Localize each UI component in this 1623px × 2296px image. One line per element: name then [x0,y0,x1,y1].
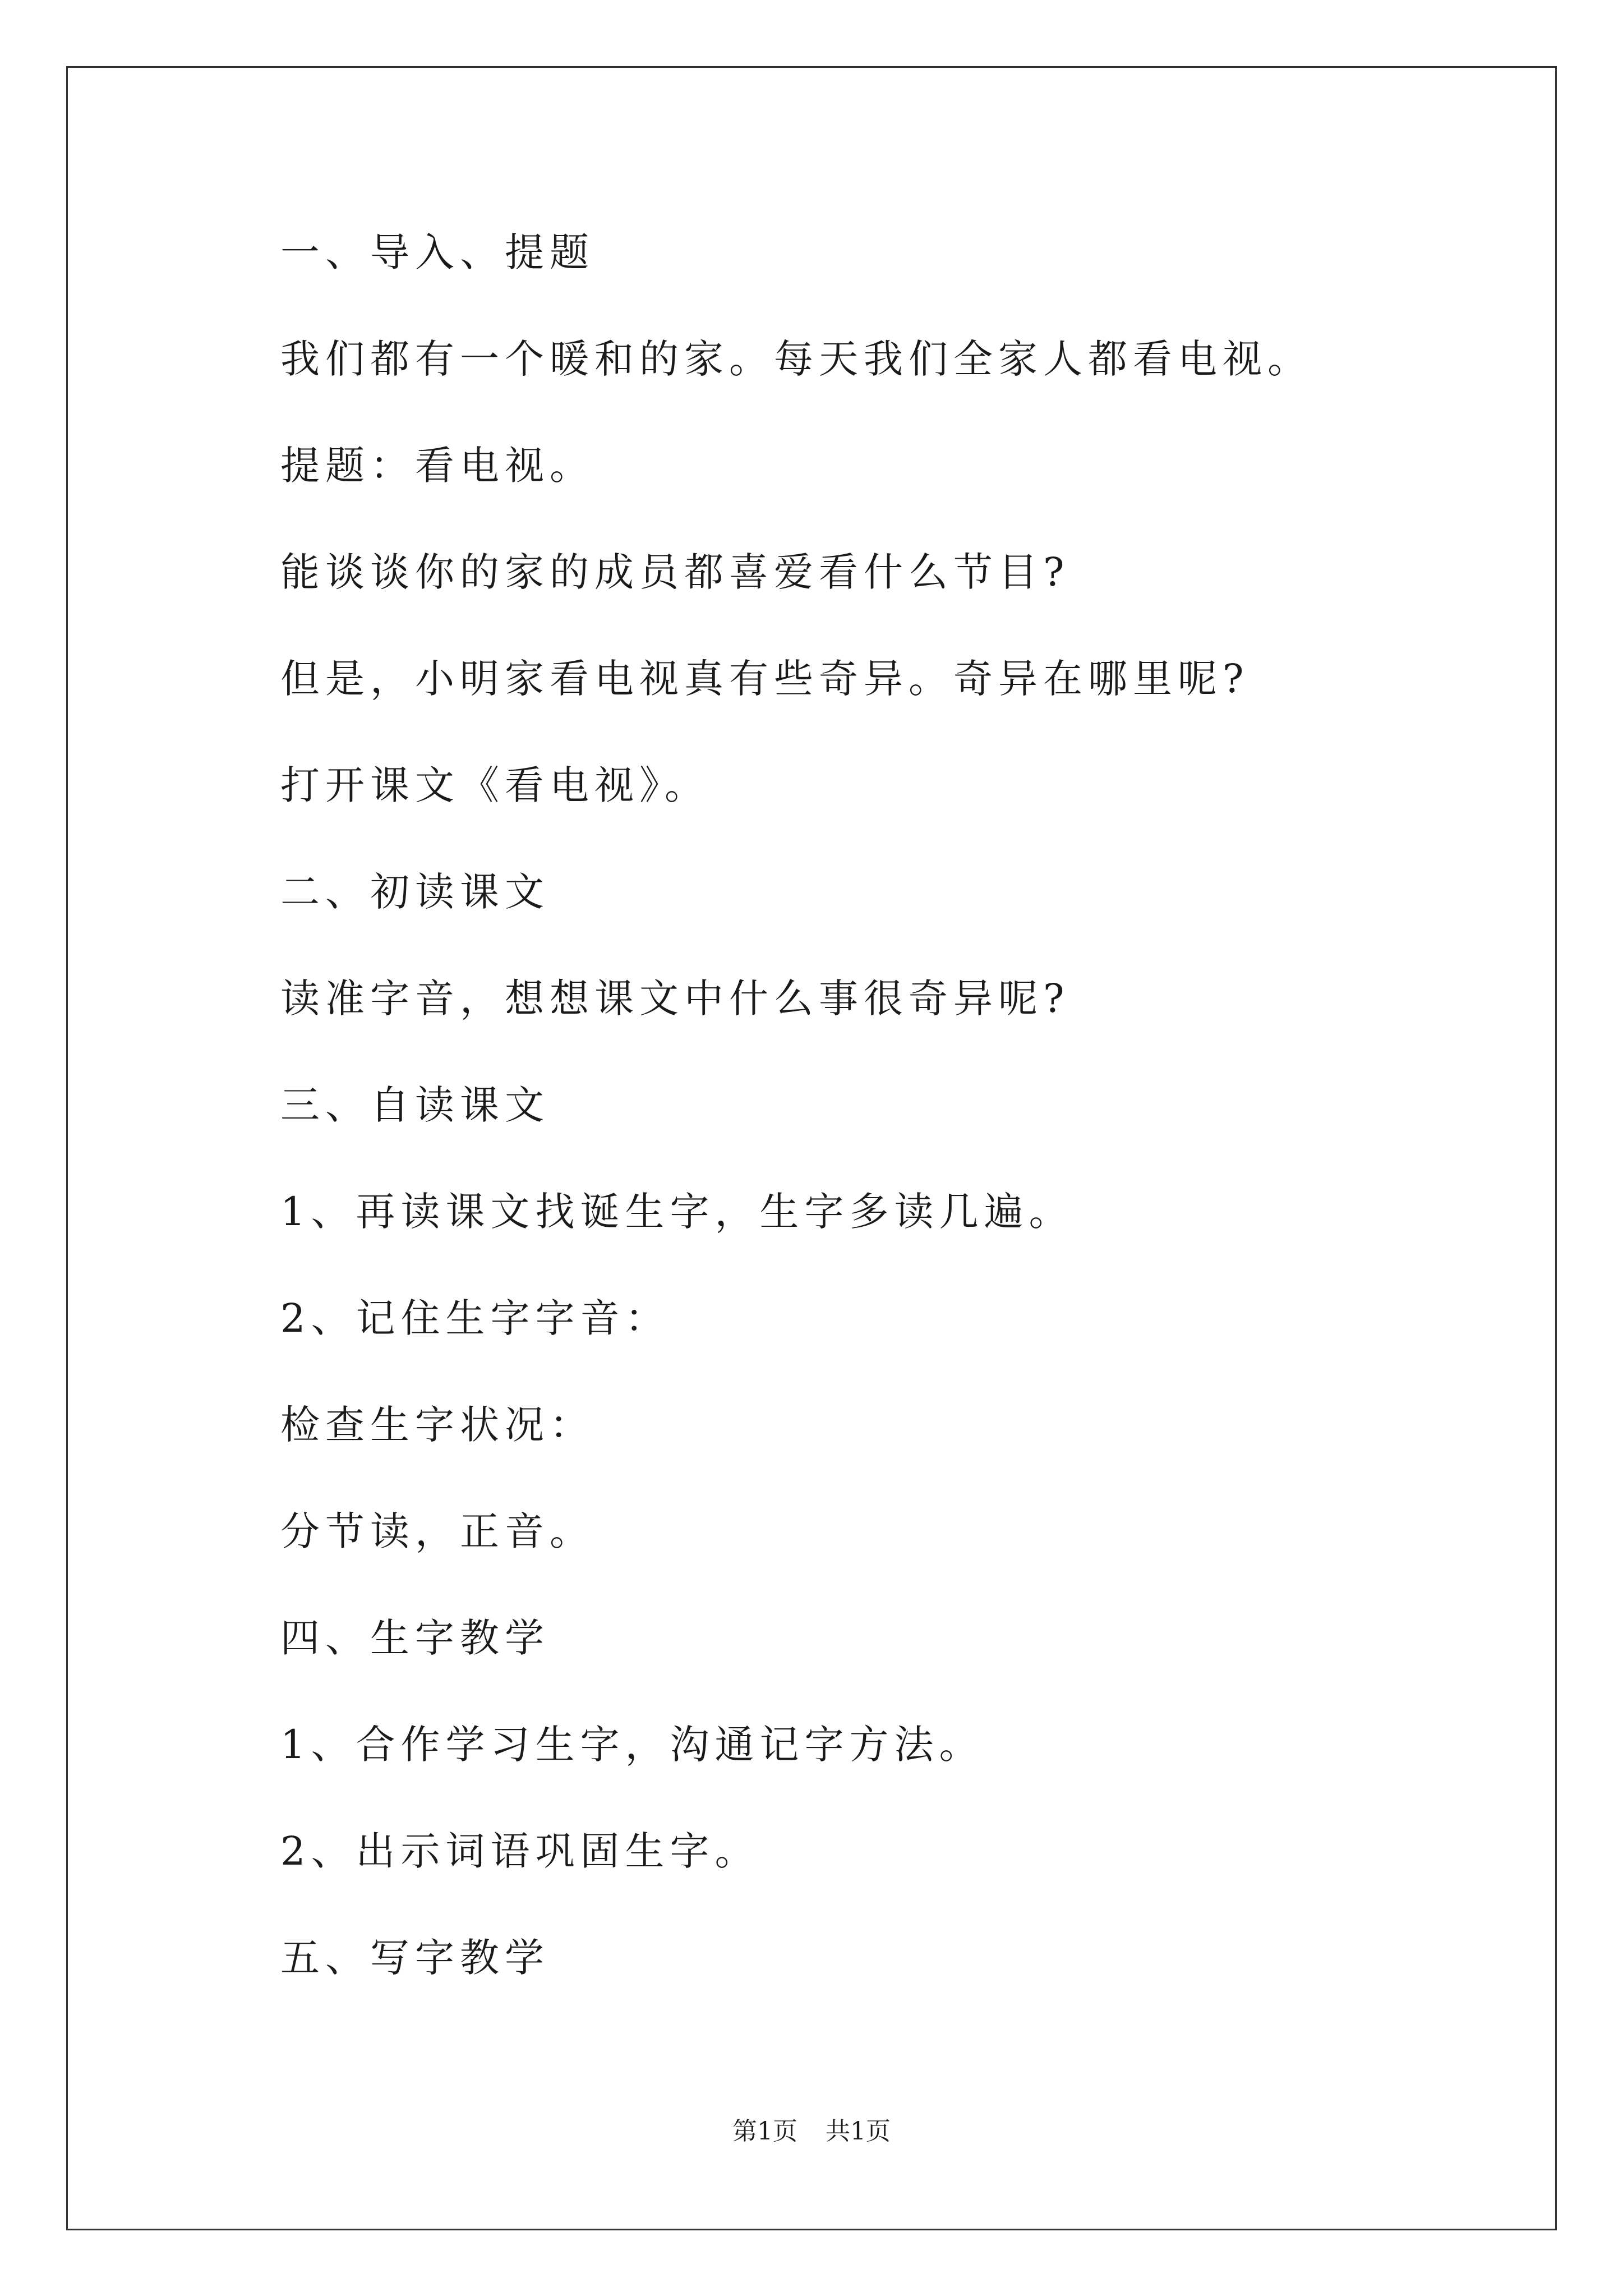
section-heading-character-teaching: 四、生字教学 [280,1615,550,1661]
page-footer [0,2115,1623,2148]
document-body [280,222,1486,2033]
paragraph: 我们都有一个暖和的家。每天我们全家人都看电视。 [280,336,1312,382]
list-item: 1、合作学习生字，沟通记字方法。 [280,1722,984,1768]
list-item: 2、出示词语巩固生字。 [280,1828,760,1874]
list-item: 2、记住生字字音： [280,1295,670,1341]
paragraph: 提题：看电视。 [280,443,594,489]
section-heading-intro: 一、导入、提题 [280,229,594,275]
paragraph: 读准字音，想想课文中什么事很奇异呢? [280,976,1070,1022]
page-number: 第1页 [732,2117,797,2146]
paragraph: 打开课文《看电视》。 [280,762,709,808]
section-heading-writing-teaching: 五、写字教学 [280,1935,550,1981]
paragraph: 分节读，正音。 [280,1508,594,1554]
section-heading-first-reading: 二、初读课文 [280,869,550,915]
list-item: 1、再读课文找诞生字，生字多读几遍。 [280,1189,1074,1235]
paragraph: 能谈谈你的家的成员都喜爱看什么节目? [280,549,1070,595]
section-heading-self-reading: 三、自读课文 [280,1082,550,1128]
paragraph: 检查生字状况： [280,1402,594,1448]
page-total: 共1页 [826,2117,891,2146]
paragraph: 但是，小明家看电视真有些奇异。奇异在哪里呢? [280,656,1249,702]
